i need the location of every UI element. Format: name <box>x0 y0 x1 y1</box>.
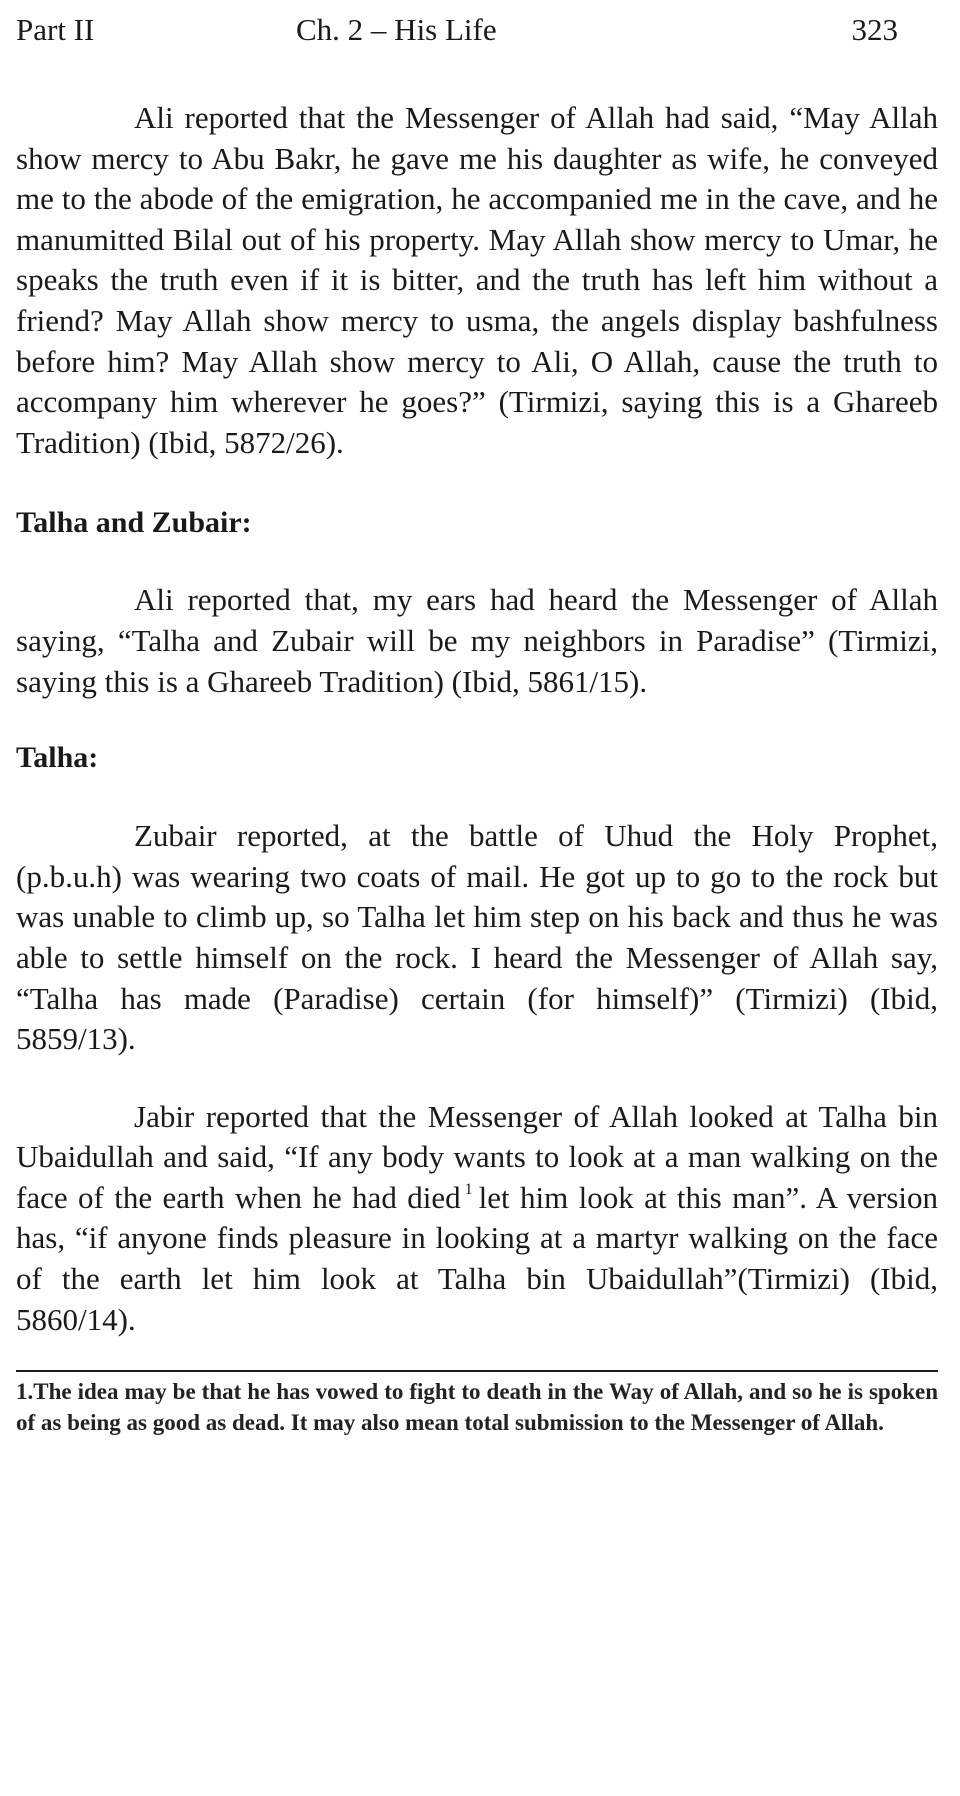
paragraph-abu-bakr-umar-usman-ali: Ali reported that the Messenger of Allah had said, “May Allah show mercy to Abu Bakr, he gave me his daughter as wife, he conveyed me to the abode of the emigration, he accompanied me in the cave, and he manumitted Bilal out of his property. May Allah show mercy to Umar, he speaks the truth even if it is bitter, and the truth has left him without a friend? May Allah show mercy to usma, the angels display bashfulness before him? May Allah show mercy to Ali, O Allah, cause the truth to accompany him wherever he goes?” (Tirmizi, saying this is a Ghareeb Tradition) (Ibid, 5872/26). <box>16 100 938 460</box>
section-heading-talha-and-zubair: Talha and Zubair: <box>16 506 252 540</box>
paragraph-battle-of-uhud: Zubair reported, at the battle of Uhud the Holy Prophet, (p.b.u.h) was wearing two coats of mail. He got up to go to the rock but was unable to climb up, so Talha let him step on his back and thus he was able to settle himself on the rock. I heard the Messenger of Allah say, “Talha has made (Paradise) certain (for himself)” (Tirmizi) (Ibid, 5859/13). <box>16 818 938 1057</box>
book-page <box>16 8 938 1438</box>
running-head <box>16 8 938 52</box>
paragraph-text-after-note: let him look at this man”. A version has, “if anyone finds pleasure in looking at a martyr walking on the face of the earth let him look at Talha bin Ubaidullah”(Tirmizi) (Ibid, 5860/14). <box>16 1179 938 1337</box>
part-label: Part II <box>16 12 95 47</box>
section-heading-talha: Talha: <box>16 741 99 775</box>
paragraph-jabir-report <box>16 1097 938 1341</box>
page-number: 323 <box>851 12 898 47</box>
paragraph-neighbors-in-paradise: Ali reported that, my ears had heard the Messenger of Allah saying, “Talha and Zubair will be my neighbors in Paradise” (Tirmizi, saying this is a Ghareeb Tradition) (Ibid, 5861/15). <box>16 582 938 699</box>
footnote-text: 1.The idea may be that he has vowed to fight to death in the Way of Allah, and so he is spoken of as being as good as dead. It may also mean total submission to the Messenger of Allah. <box>16 1379 938 1436</box>
footnote-reference[interactable]: 1 <box>464 1180 473 1198</box>
paragraph-text-before-note: Jabir reported that the Messenger of Allah looked at Talha bin Ubaidullah and said, “If any body wants to look at a man walking on the face of the earth when he had died <box>16 1098 938 1215</box>
footnote-divider <box>16 1370 938 1372</box>
chapter-title: Ch. 2 – His Life <box>296 12 497 47</box>
